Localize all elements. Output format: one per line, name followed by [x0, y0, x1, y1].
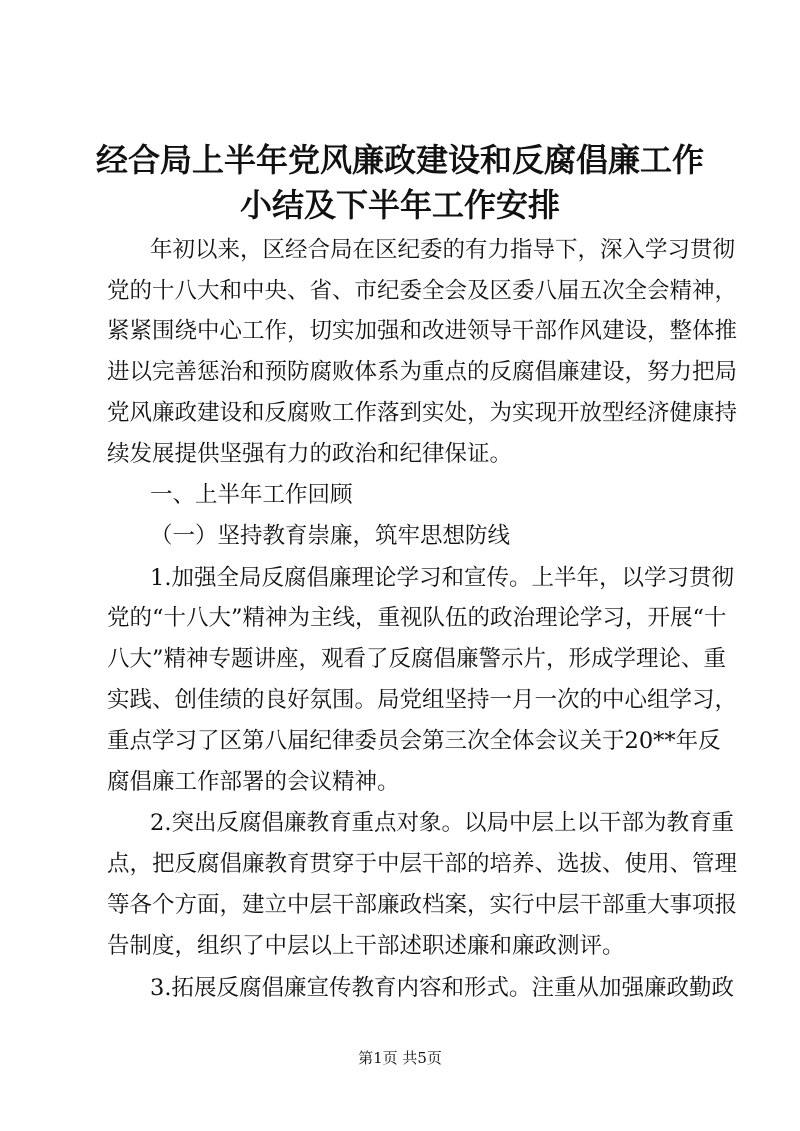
section-heading: 一、上半年工作回顾: [150, 482, 353, 508]
paragraph-line: 腐倡廉工作部署的会议精神。: [107, 769, 400, 795]
paragraph-line: 年初以来，区经合局在区纪委的有力指导下，深入学习贯彻: [150, 237, 736, 263]
paragraph-line: 等各个方面，建立中层干部廉政档案，实行中层干部重大事项报: [107, 892, 738, 918]
paragraph-line: 点，把反腐倡廉教育贯穿于中层干部的培养、选拔、使用、管理: [107, 851, 738, 877]
paragraph-line: 八大”精神专题讲座，观看了反腐倡廉警示片，形成学理论、重: [107, 646, 727, 672]
paragraph-line: 重点学习了区第八届纪律委员会第三次全体会议关于20**年反: [107, 728, 721, 754]
paragraph-line: 告制度，组织了中层以上干部述职述廉和廉政测评。: [107, 933, 625, 959]
paragraph-line: 实践、创佳绩的良好氛围。局党组坚持一月一次的中心组学习，: [107, 687, 738, 713]
paragraph-line: 党的“十八大”精神为主线，重视队伍的政治理论学习，开展“十: [107, 605, 727, 631]
paragraph-line: 2.突出反腐倡廉教育重点对象。以局中层上以干部为教育重: [150, 810, 734, 836]
paragraph-line: 紧紧围绕中心工作，切实加强和改进领导干部作风建设，整体推: [107, 318, 738, 344]
page-number: 第1页 共5页: [358, 1049, 442, 1067]
paragraph-line: 党风廉政建设和反腐败工作落到实处，为实现开放型经济健康持: [107, 400, 738, 426]
subsection-heading: （一）坚持教育崇廉，筑牢思想防线: [150, 523, 511, 549]
document-title: 经合局上半年党风廉政建设和反腐倡廉工作小结及下半年工作安排: [95, 141, 704, 224]
paragraph-line: 续发展提供坚强有力的政治和纪律保证。: [107, 441, 513, 467]
paragraph-line: 3.拓展反腐倡廉宣传教育内容和形式。注重从加强廉政勤政: [150, 975, 734, 1001]
paragraph-line: 党的十八大和中央、省、市纪委全会及区委八届五次全会精神，: [107, 278, 738, 304]
paragraph-line: 1.加强全局反腐倡廉理论学习和宣传。上半年，以学习贯彻: [150, 565, 734, 591]
paragraph-line: 进以完善惩治和预防腐败体系为重点的反腐倡廉建设，努力把局: [107, 359, 738, 385]
